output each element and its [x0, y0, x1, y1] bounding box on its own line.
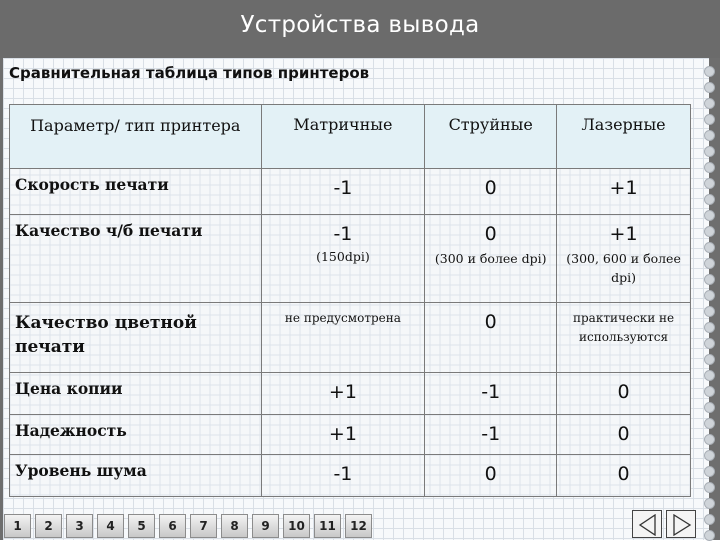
table-header-row: [10, 105, 691, 169]
nav-page-1[interactable]: 1: [4, 514, 31, 538]
header-dot-matrix: Матричные: [261, 105, 425, 169]
cell-value: 0: [557, 415, 691, 455]
binder-hole: [704, 98, 715, 109]
nav-page-2[interactable]: 2: [35, 514, 62, 538]
binder-hole: [704, 530, 715, 541]
row-label: Цена копии: [10, 373, 262, 415]
slide-navigation: [4, 514, 384, 538]
binder-hole: [704, 418, 715, 429]
nav-page-4[interactable]: 4: [97, 514, 124, 538]
row-label: Скорость печати: [10, 169, 262, 215]
binder-hole: [704, 354, 715, 365]
cell-value: [557, 215, 691, 303]
cell-main-value: 0: [484, 223, 497, 245]
cell-value: [261, 215, 425, 303]
row-label: Уровень шума: [10, 455, 262, 497]
cell-value: 0: [425, 455, 557, 497]
cell-value: 0: [425, 169, 557, 215]
cell-note: (300 и более dpi): [434, 251, 547, 266]
triangle-left-icon: [637, 514, 659, 536]
nav-page-7[interactable]: 7: [190, 514, 217, 538]
cell-note: (300, 600 и более dpi): [566, 251, 681, 285]
table-row: [10, 373, 691, 415]
nav-page-5[interactable]: 5: [128, 514, 155, 538]
cell-value: +1: [261, 415, 425, 455]
table-caption: Сравнительная таблица типов принтеров: [9, 64, 370, 82]
table-row: [10, 303, 691, 373]
table-row: [10, 455, 691, 497]
table-row: [10, 169, 691, 215]
cell-value: 0: [425, 303, 557, 373]
nav-page-9[interactable]: 9: [252, 514, 279, 538]
binder-hole: [704, 450, 715, 461]
cell-value: -1: [261, 455, 425, 497]
triangle-right-icon: [671, 514, 693, 536]
binder-hole: [704, 274, 715, 285]
nav-page-10[interactable]: 10: [283, 514, 310, 538]
binder-hole: [704, 498, 715, 509]
row-label: Качество цветной печати: [10, 303, 262, 373]
binder-hole: [704, 162, 715, 173]
binder-hole: [704, 146, 715, 157]
binder-hole: [704, 514, 715, 525]
binder-hole: [704, 258, 715, 269]
cell-value: [425, 215, 557, 303]
nav-page-12[interactable]: 12: [345, 514, 372, 538]
header-laser: Лазерные: [557, 105, 691, 169]
nav-page-6[interactable]: 6: [159, 514, 186, 538]
cell-value: +1: [557, 169, 691, 215]
cell-main-value: +1: [609, 223, 638, 245]
cell-value: -1: [425, 373, 557, 415]
slide-header: [0, 0, 720, 58]
binder-hole: [704, 66, 715, 77]
cell-value: +1: [261, 373, 425, 415]
cell-note: (150dpi): [316, 249, 370, 264]
next-slide-button[interactable]: [666, 510, 696, 538]
binder-hole: [704, 82, 715, 93]
row-label: Надежность: [10, 415, 262, 455]
binder-hole: [704, 402, 715, 413]
binder-hole: [704, 290, 715, 301]
binder-hole: [704, 306, 715, 317]
binder-hole: [704, 482, 715, 493]
nav-page-3[interactable]: 3: [66, 514, 93, 538]
binder-hole: [704, 370, 715, 381]
slide-title: Устройства вывода: [240, 12, 480, 38]
binder-holes: [702, 58, 718, 540]
cell-text: не предусмотрена: [261, 303, 425, 373]
binder-hole: [704, 226, 715, 237]
binder-hole: [704, 210, 715, 221]
binder-hole: [704, 194, 715, 205]
prev-slide-button[interactable]: [632, 510, 662, 538]
binder-hole: [704, 130, 715, 141]
cell-text: практически не используются: [557, 303, 691, 373]
binder-hole: [704, 386, 715, 397]
row-label: Качество ч/б печати: [10, 215, 262, 303]
cell-value: 0: [557, 373, 691, 415]
binder-hole: [704, 466, 715, 477]
binder-hole: [704, 338, 715, 349]
table-row: [10, 215, 691, 303]
cell-value: 0: [557, 455, 691, 497]
cell-value: -1: [425, 415, 557, 455]
binder-hole: [704, 242, 715, 253]
binder-hole: [704, 114, 715, 125]
binder-hole: [704, 434, 715, 445]
printer-comparison-table: [9, 104, 691, 497]
cell-value: -1: [261, 169, 425, 215]
table-row: [10, 415, 691, 455]
binder-hole: [704, 322, 715, 333]
nav-page-8[interactable]: 8: [221, 514, 248, 538]
nav-page-11[interactable]: 11: [314, 514, 341, 538]
binder-hole: [704, 178, 715, 189]
header-parameter: Параметр/ тип принтера: [10, 105, 262, 169]
header-inkjet: Струйные: [425, 105, 557, 169]
cell-main-value: -1: [333, 223, 353, 245]
